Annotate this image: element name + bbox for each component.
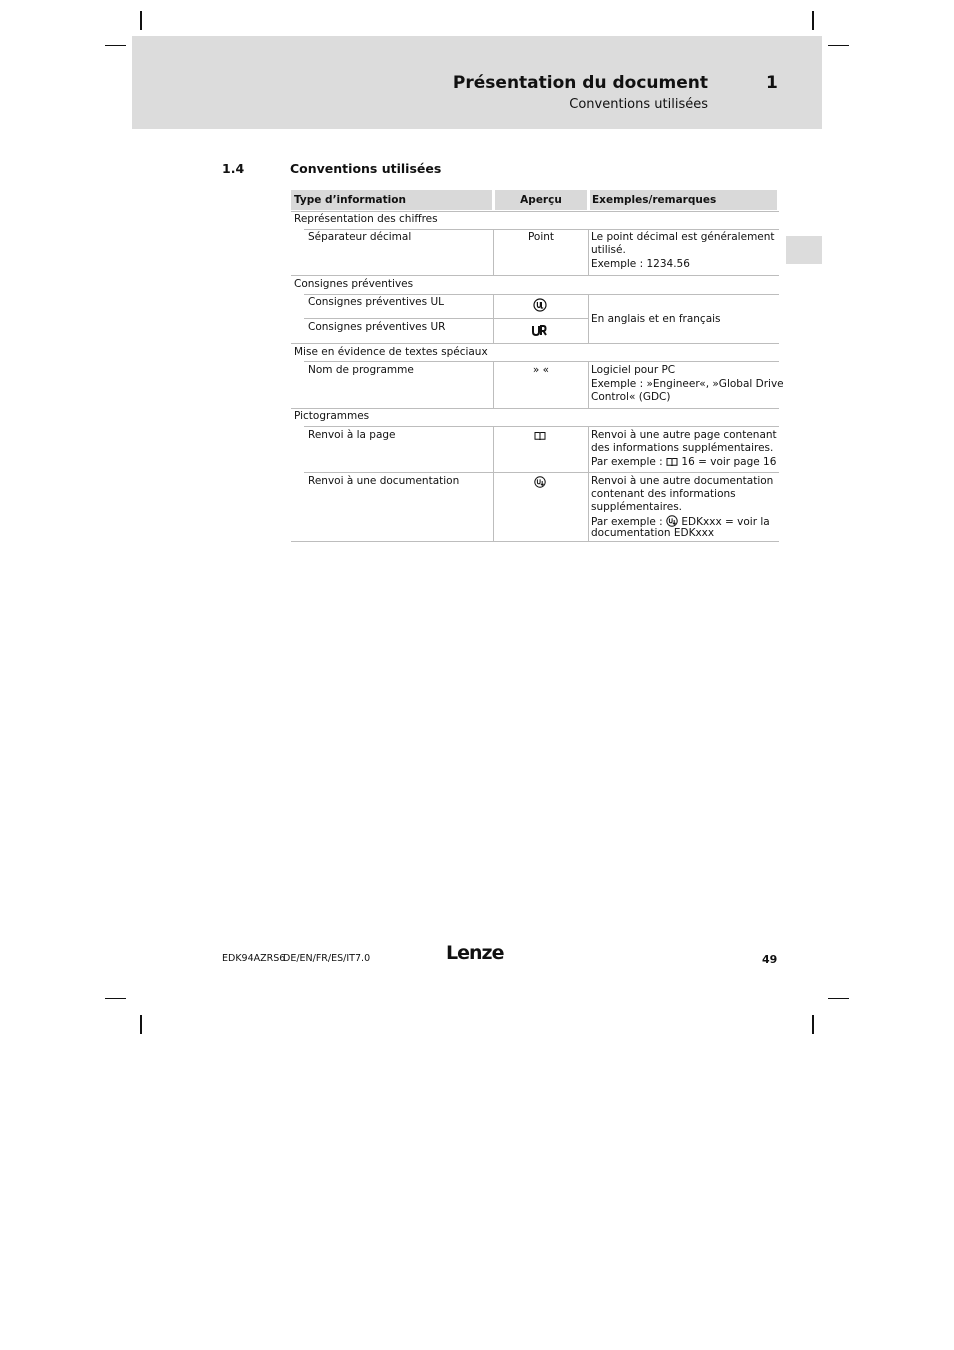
row-type: Nom de programme [308,364,414,376]
header-type: Type d’information [294,194,406,206]
crop-mark [140,11,142,30]
crop-mark [812,11,814,30]
table-rule [291,408,779,409]
table-rule [291,211,779,212]
chapter-number: 1 [766,73,778,93]
crop-mark [140,1015,142,1034]
header-preview: Aperçu [520,194,562,206]
chapter-subtitle: Conventions utilisées [569,97,708,112]
table-rule [493,426,494,541]
table-rule [291,275,779,276]
row-remark: Renvoi à une autre page contenant [591,429,777,441]
ur-recognized-icon [532,325,547,336]
row-remark: des informations supplémentaires. [591,442,774,454]
crop-mark [105,45,126,46]
table-rule [304,426,779,427]
row-remark: Renvoi à une autre documentation [591,475,774,487]
row-preview: » « [532,364,550,376]
row-type: Renvoi à une documentation [308,475,460,487]
book-icon [666,457,678,467]
book-icon [534,431,546,441]
row-preview: Point [527,231,555,243]
row-remark: Le point décimal est généralement [591,231,775,243]
header-remarks: Exemples/remarques [592,194,717,206]
documentation-reference-icon [666,515,678,527]
ul-listed-icon [533,298,547,312]
crop-mark [812,1015,814,1034]
row-remark: Exemple : 1234.56 [591,258,690,270]
table-rule [291,541,779,542]
row-remark: contenant des informations [591,488,736,500]
row-remark: 16 = voir page 16 [681,456,777,468]
table-rule [291,343,779,344]
documentation-reference-icon [534,476,546,488]
row-type: Consignes préventives UL [308,296,444,308]
group-label: Mise en évidence de textes spéciaux [294,346,488,358]
footer-version: 7.0 [355,953,371,964]
row-remark: documentation EDKxxx [591,527,715,539]
table-rule [304,361,779,362]
table-rule [588,361,589,408]
table-rule [304,318,588,319]
chapter-title: Présentation du document [452,73,708,93]
lenze-logo: Lenze [446,942,504,964]
table-rule [493,294,494,343]
section-title: Conventions utilisées [290,161,442,176]
table-rule [304,294,779,295]
section-number: 1.4 [222,161,245,176]
chapter-side-tab [786,236,822,264]
row-remark: supplémentaires. [591,501,682,513]
row-remark: EDKxxx = voir la [681,516,770,528]
row-remark: utilisé. [591,244,626,256]
row-remark: Par exemple : [591,456,663,468]
group-label: Consignes préventives [294,278,414,290]
row-type: Séparateur décimal [308,231,412,243]
crop-mark [828,45,849,46]
row-remark: Control« (GDC) [591,391,671,403]
table-rule [588,229,589,275]
row-remark: Par exemple : [591,516,663,528]
page-number: 49 [762,953,778,966]
footer-doc-code: EDK94AZRS6 [222,953,286,964]
group-label: Pictogrammes [294,410,370,422]
group-label: Représentation des chiffres [294,213,438,225]
row-remark-inline [591,456,776,470]
footer-languages: DE/EN/FR/ES/IT [283,953,355,964]
crop-mark [105,998,126,999]
row-remark: Logiciel pour PC [591,364,676,376]
row-type: Consignes préventives UR [308,321,446,333]
table-rule [304,472,779,473]
table-rule [588,426,589,541]
table-rule [588,294,589,343]
row-type: Renvoi à la page [308,429,396,441]
crop-mark [828,998,849,999]
table-rule [304,229,779,230]
group-remark: En anglais et en français [591,313,721,325]
row-remark: Exemple : »Engineer«, »Global Drive [591,378,784,390]
